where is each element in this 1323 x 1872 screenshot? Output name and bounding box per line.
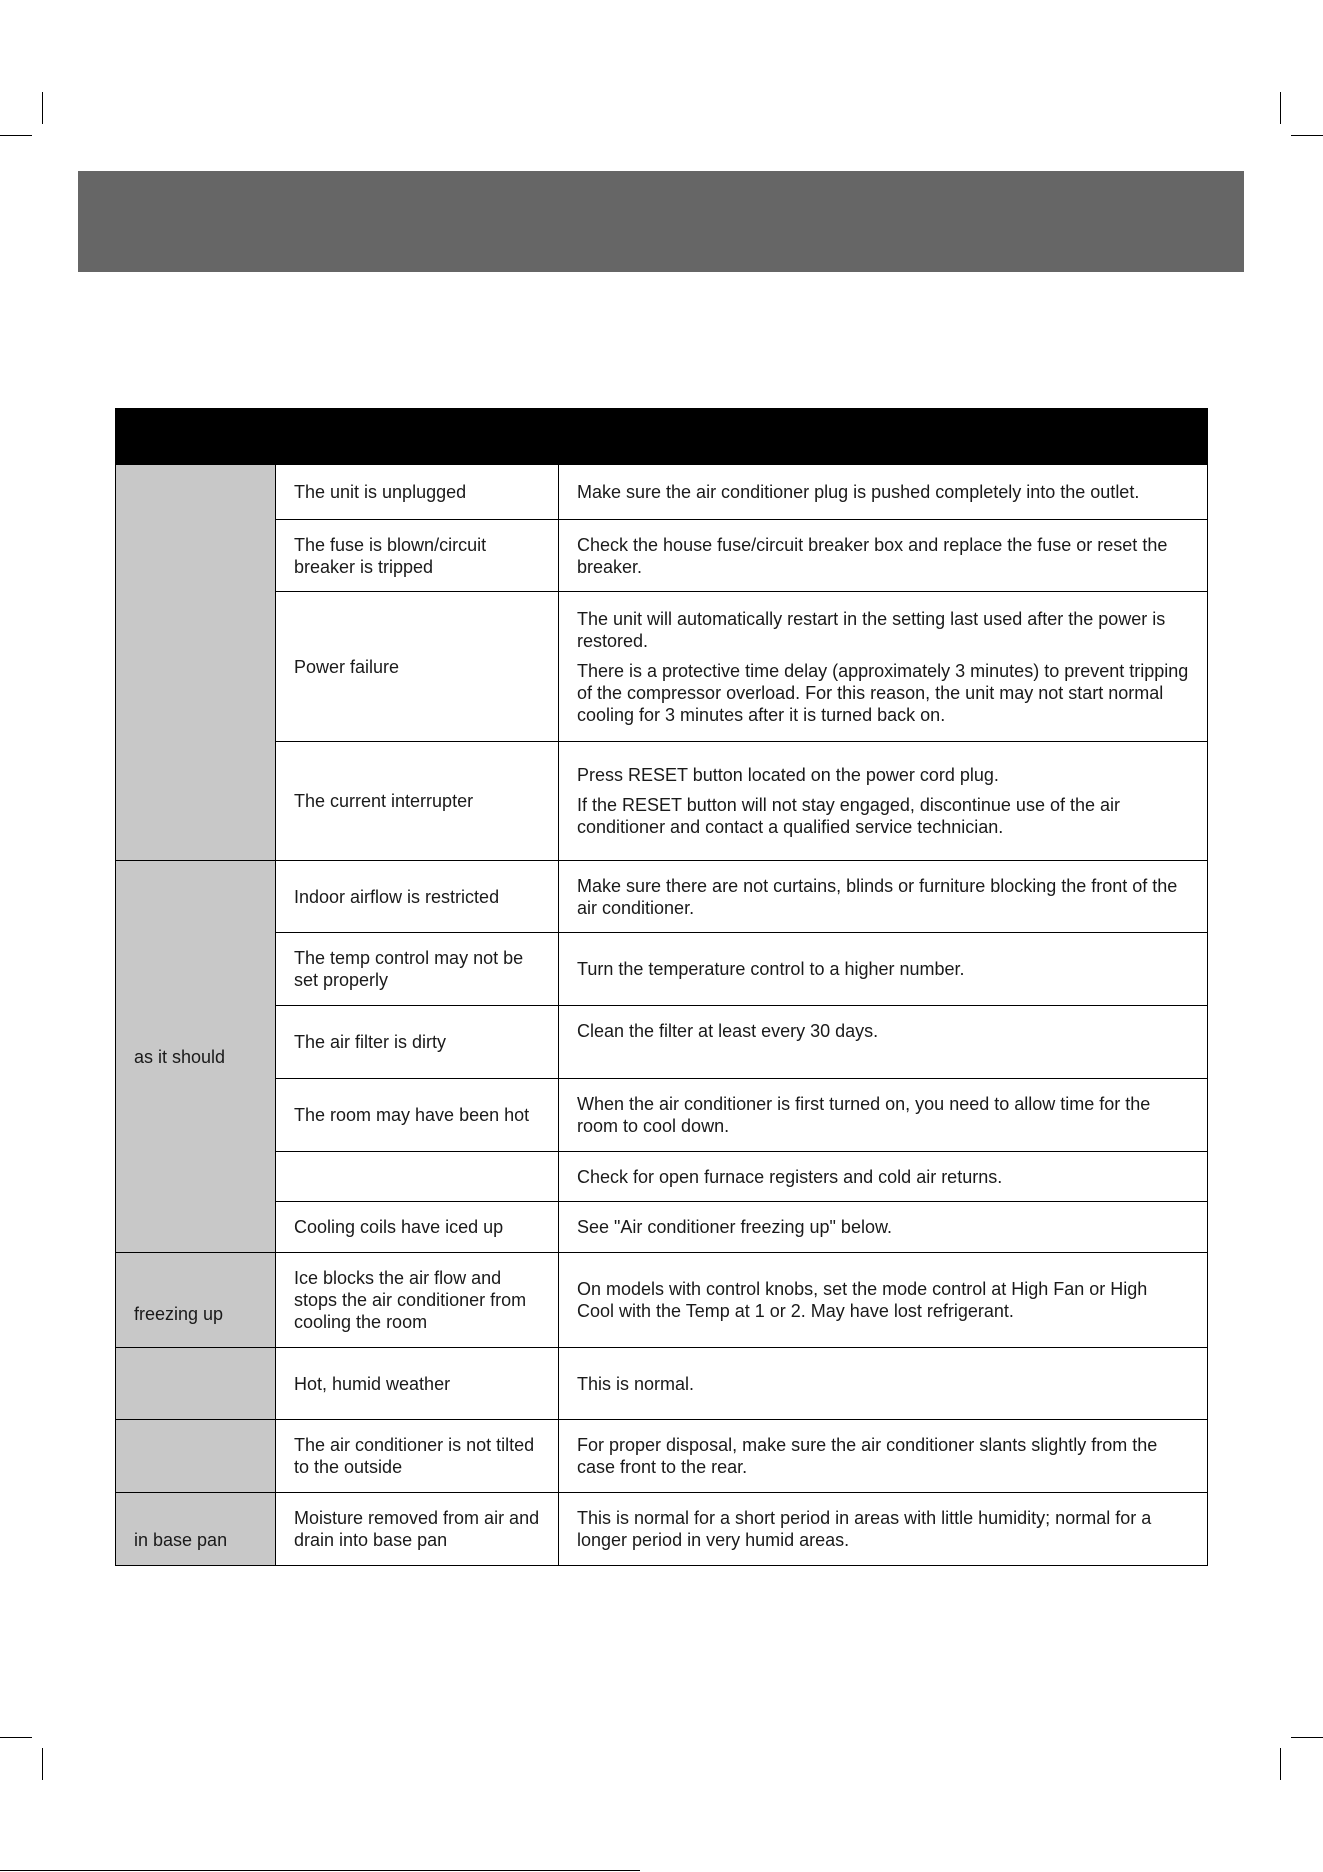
cause-cell bbox=[276, 1152, 559, 1202]
table-row bbox=[116, 520, 1208, 592]
section-header-band bbox=[78, 171, 1244, 272]
solution-cell: See "Air conditioner freezing up" below. bbox=[559, 1202, 1208, 1253]
crop-mark bbox=[1280, 1748, 1281, 1780]
solution-cell: When the air conditioner is first turned on, you need to allow time for the room to cool down. bbox=[559, 1079, 1208, 1152]
cause-cell: Indoor airflow is restricted bbox=[276, 861, 559, 933]
table-row bbox=[116, 742, 1208, 861]
header-cell-solution bbox=[559, 409, 1208, 465]
cause-cell: Cooling coils have iced up bbox=[276, 1202, 559, 1253]
crop-mark bbox=[42, 1748, 43, 1780]
table-header-row bbox=[116, 409, 1208, 465]
cause-cell: The air conditioner is not tilted to the outside bbox=[276, 1420, 559, 1493]
table-row bbox=[116, 1006, 1208, 1079]
problem-cell bbox=[116, 1348, 276, 1420]
cause-cell: The room may have been hot bbox=[276, 1079, 559, 1152]
problem-cell: in base pan bbox=[116, 1493, 276, 1566]
solution-cell: This is normal for a short period in areas with little humidity; normal for a longer period in very humid areas. bbox=[559, 1493, 1208, 1566]
table-row bbox=[116, 1493, 1208, 1566]
solution-cell: Make sure there are not curtains, blinds or furniture blocking the front of the air conditioner. bbox=[559, 861, 1208, 933]
table-row bbox=[116, 465, 1208, 520]
footer-rule bbox=[0, 1870, 640, 1871]
problem-cell bbox=[116, 465, 276, 861]
cause-cell: The fuse is blown/circuit breaker is tripped bbox=[276, 520, 559, 592]
header-cell-cause bbox=[276, 409, 559, 465]
table-row bbox=[116, 1079, 1208, 1152]
troubleshooting-table bbox=[115, 408, 1208, 1566]
crop-mark bbox=[0, 1737, 32, 1738]
crop-mark bbox=[1291, 1737, 1323, 1738]
crop-mark bbox=[1291, 135, 1323, 136]
problem-cell bbox=[116, 1420, 276, 1493]
solution-cell: On models with control knobs, set the mode control at High Fan or High Cool with the Temp at 1 or 2. May have lost refrigerant. bbox=[559, 1253, 1208, 1348]
cause-cell: Power failure bbox=[276, 592, 559, 742]
cause-cell: Moisture removed from air and drain into base pan bbox=[276, 1493, 559, 1566]
solution-cell: Clean the filter at least every 30 days. bbox=[559, 1006, 1208, 1079]
cause-cell: The current interrupter bbox=[276, 742, 559, 861]
table-row bbox=[116, 1152, 1208, 1202]
solution-cell: Check the house fuse/circuit breaker box and replace the fuse or reset the breaker. bbox=[559, 520, 1208, 592]
cause-cell: Ice blocks the air flow and stops the air conditioner from cooling the room bbox=[276, 1253, 559, 1348]
table-row bbox=[116, 933, 1208, 1006]
solution-cell: For proper disposal, make sure the air conditioner slants slightly from the case front to the rear. bbox=[559, 1420, 1208, 1493]
table-row bbox=[116, 1253, 1208, 1348]
solution-cell: This is normal. bbox=[559, 1348, 1208, 1420]
crop-mark bbox=[1280, 92, 1281, 124]
table-row bbox=[116, 592, 1208, 742]
solution-cell: The unit will automatically restart in the setting last used after the power is restored. There is a protective time delay (approximately 3 minutes) to prevent tripping of the compressor overload. For this reason, the unit may not start normal cooling for 3 minutes after it is turned back on. bbox=[559, 592, 1208, 742]
cause-cell: Hot, humid weather bbox=[276, 1348, 559, 1420]
problem-cell: as it should bbox=[116, 861, 276, 1253]
crop-mark bbox=[42, 92, 43, 124]
solution-cell: Turn the temperature control to a higher number. bbox=[559, 933, 1208, 1006]
cause-cell: The temp control may not be set properly bbox=[276, 933, 559, 1006]
solution-cell: Press RESET button located on the power cord plug. If the RESET button will not stay engaged, discontinue use of the air conditioner and contact a qualified service technician. bbox=[559, 742, 1208, 861]
cause-cell: The air filter is dirty bbox=[276, 1006, 559, 1079]
solution-cell: Check for open furnace registers and cold air returns. bbox=[559, 1152, 1208, 1202]
table-row bbox=[116, 1202, 1208, 1253]
table-row bbox=[116, 1420, 1208, 1493]
problem-cell: freezing up bbox=[116, 1253, 276, 1348]
cause-cell: The unit is unplugged bbox=[276, 465, 559, 520]
table-row bbox=[116, 1348, 1208, 1420]
solution-cell: Make sure the air conditioner plug is pushed completely into the outlet. bbox=[559, 465, 1208, 520]
crop-mark bbox=[0, 135, 32, 136]
header-cell-problem bbox=[116, 409, 276, 465]
table-row bbox=[116, 861, 1208, 933]
